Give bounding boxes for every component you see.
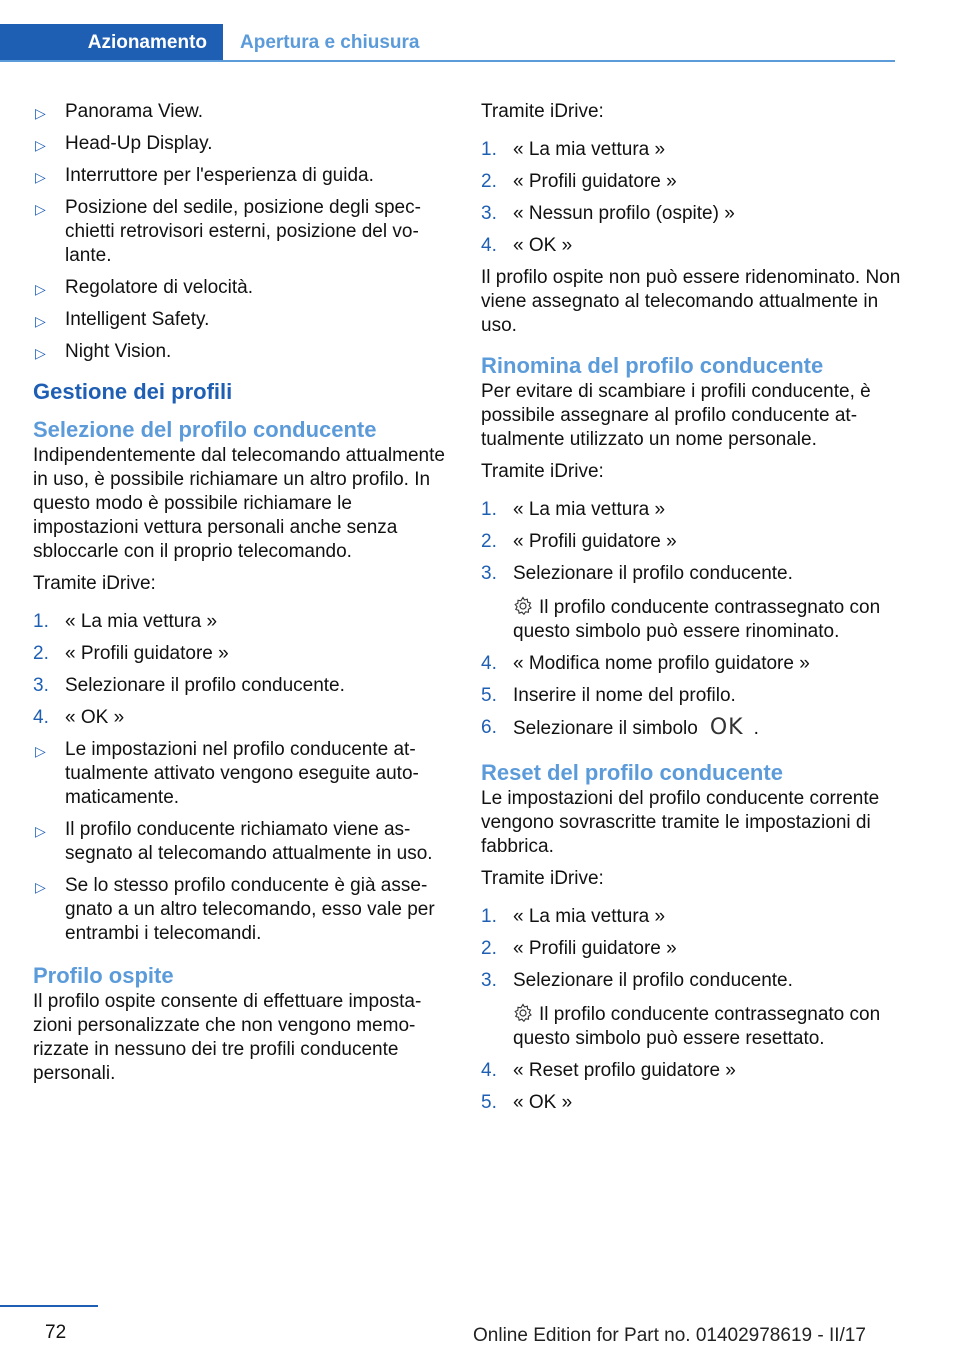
paragraph: Indipendentemente dal telecomando attualmente in uso, è possibile richiamare un altro profilo. In questo modo è possibile richiamare le impostazioni vettura personali anche senza sbloccarle con il proprio telecomando. xyxy=(33,445,445,562)
list-item: ▷ Il profilo conducente richiamato viene assegnato al telecomando attualmente in uso. xyxy=(35,819,433,864)
list-item: ▷ Night Vision. xyxy=(33,340,453,364)
list-item: 2. « Profili guidatore » xyxy=(33,643,229,664)
triangle-right-icon: ▷ xyxy=(35,281,46,297)
tab-apertura-e-chiusura[interactable]: Apertura e chiusura xyxy=(240,32,420,53)
gear-icon xyxy=(513,1003,533,1023)
triangle-right-icon: ▷ xyxy=(35,823,46,839)
list-item: ▷ Interruttore per l'esperienza di guida. xyxy=(33,164,453,188)
tab-azionamento[interactable]: Azionamento xyxy=(0,24,223,62)
list-item: ▷ Posizione del sedile, posizione degli specchietti retrovisori esterni, posizione del volante. xyxy=(35,197,421,266)
list-item: ▷ Le impostazioni nel profilo conducente attualmente attivato vengono eseguite automaticamente. xyxy=(35,739,419,808)
list-item: 4. « OK » xyxy=(481,235,573,256)
edition-label: Online Edition for Part no. 01402978619 - II/17 xyxy=(473,1325,866,1346)
gear-note: Il profilo conducente contrassegnato con questo simbolo può essere resettato. xyxy=(513,1004,881,1049)
list-item: 1. « La mia vettura » xyxy=(481,499,666,520)
paragraph: Le impostazioni del profilo conducente corrente vengono sovrascritte tramite le impostazioni di fabbrica. xyxy=(481,788,880,857)
list-item: 4. « Reset profilo guidatore » xyxy=(481,1060,736,1081)
triangle-right-icon: ▷ xyxy=(35,201,46,217)
list-item: ▷ Intelligent Safety. xyxy=(33,308,453,332)
triangle-right-icon: ▷ xyxy=(35,105,46,121)
list-item: 3. Selezionare il profilo conducente. xyxy=(481,563,793,584)
ok-symbol-icon: OK xyxy=(709,715,744,740)
triangle-right-icon: ▷ xyxy=(35,743,46,759)
gear-note: Il profilo conducente contrassegnato con questo simbolo può essere rinominato. xyxy=(513,597,881,642)
paragraph: Tramite iDrive: xyxy=(481,461,604,482)
triangle-right-icon: ▷ xyxy=(35,345,46,361)
list-item: ▷ Head-Up Display. xyxy=(33,132,453,156)
list-item: 3. « Nessun profilo (ospite) » xyxy=(481,203,735,224)
page-number: 72 xyxy=(45,1322,67,1343)
right-column xyxy=(481,100,901,1115)
list-item: 1. « La mia vettura » xyxy=(481,139,666,160)
left-column xyxy=(33,100,453,1086)
gear-icon xyxy=(513,596,533,616)
footer-rule xyxy=(0,1305,98,1307)
list-item: ▷ Se lo stesso profilo conducente è già assegnato a un altro telecomando, esso vale per entrambi i telecomandi. xyxy=(35,875,435,944)
subsection-heading: Reset del profilo conducente xyxy=(481,760,783,785)
subsection-heading: Rinomina del profilo conducente xyxy=(481,353,824,378)
paragraph: Tramite iDrive: xyxy=(33,573,156,594)
page-header xyxy=(0,0,895,62)
list-item: ▷ Panorama View. xyxy=(33,100,453,124)
paragraph: Tramite iDrive: xyxy=(481,868,604,889)
list-item: 5. Inserire il nome del profilo. xyxy=(481,685,736,706)
list-item: 5. « OK » xyxy=(481,1092,573,1113)
section-heading: Gestione dei profili xyxy=(33,379,233,404)
triangle-right-icon: ▷ xyxy=(35,169,46,185)
list-item: 3. Selezionare il profilo conducente. xyxy=(33,675,345,696)
subsection-heading: Profilo ospite xyxy=(33,963,174,988)
paragraph: Per evitare di scambiare i profili conducente, è possibile assegnare al profilo conducente attualmente utilizzato un nome personale. xyxy=(481,381,871,450)
list-item: 2. « Profili guidatore » xyxy=(481,531,677,552)
triangle-right-icon: ▷ xyxy=(35,879,46,895)
list-item: 1. « La mia vettura » xyxy=(481,906,666,927)
list-item: 3. Selezionare il profilo conducente. xyxy=(481,970,793,991)
paragraph: Il profilo ospite consente di effettuare impostazioni personalizzate che non vengono memorizzate in nessuno dei tre profili conducente personali. xyxy=(33,991,422,1084)
paragraph: Il profilo ospite non può essere ridenominato. Non viene assegnato al telecomando attualmente in uso. xyxy=(481,267,901,336)
list-item: 2. « Profili guidatore » xyxy=(481,171,677,192)
list-item: 6. Selezionare il simbolo OK . xyxy=(481,715,759,740)
triangle-right-icon: ▷ xyxy=(35,313,46,329)
list-item: 4. « Modifica nome profilo guidatore » xyxy=(481,653,810,674)
list-item: 2. « Profili guidatore » xyxy=(481,938,677,959)
list-item: 4. « OK » xyxy=(33,707,125,728)
list-item: 1. « La mia vettura » xyxy=(33,611,218,632)
paragraph: Tramite iDrive: xyxy=(481,101,604,122)
list-item: ▷ Regolatore di velocità. xyxy=(33,276,453,300)
triangle-right-icon: ▷ xyxy=(35,137,46,153)
header-rule xyxy=(0,60,895,62)
subsection-heading: Selezione del profilo conducente xyxy=(33,417,377,442)
